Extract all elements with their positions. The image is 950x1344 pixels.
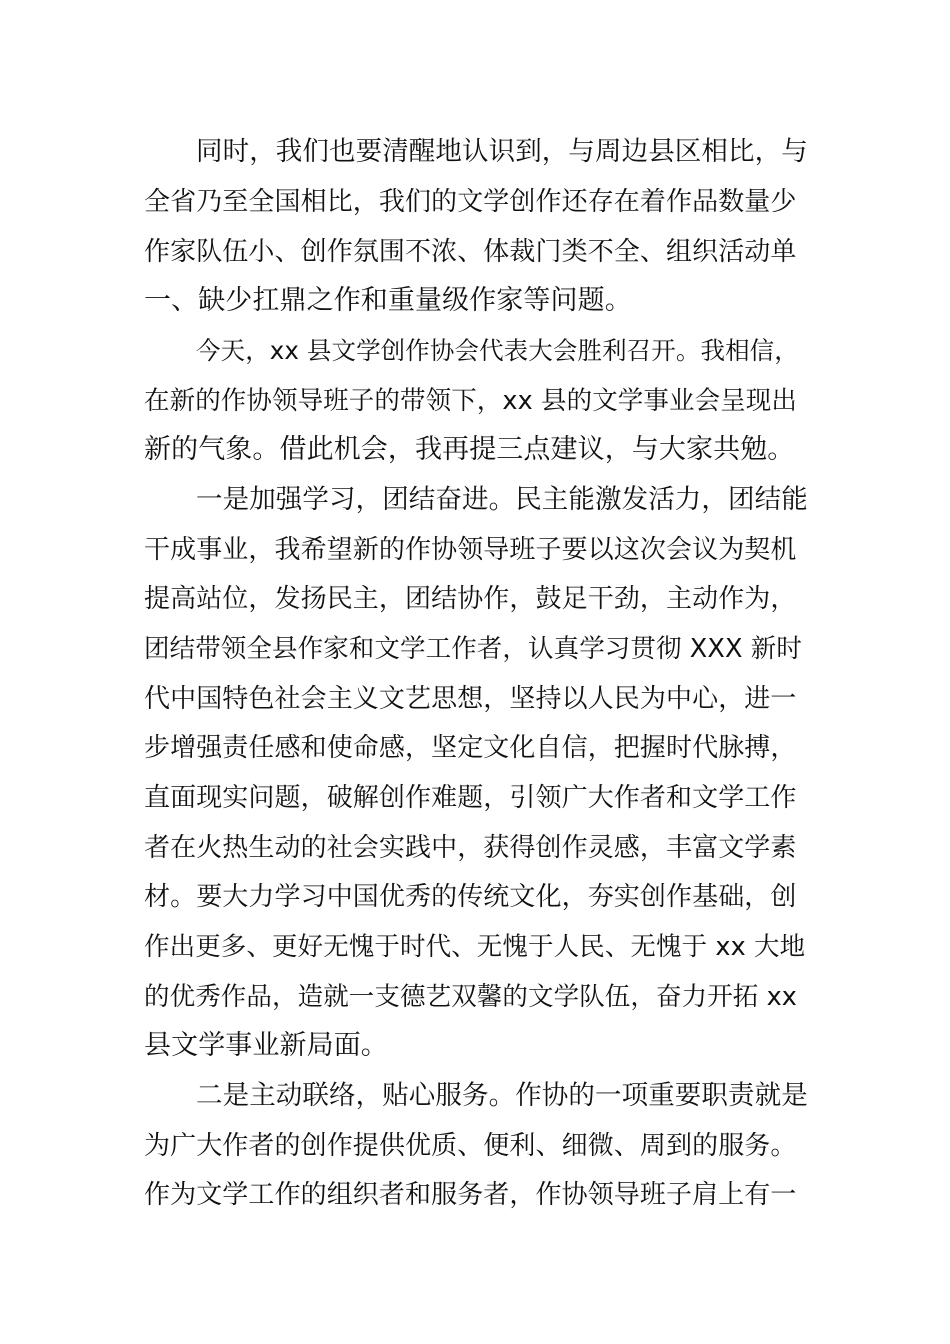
text-line: 直面现实问题，破解创作难题，引领广大作者和文学工作 (144, 783, 797, 813)
text-line: 县文学事业新局面。 (144, 1030, 388, 1061)
text-line: 干成事业，我希望新的作协领导班子要以这次会议为契机 (144, 535, 797, 565)
text-line: 者在火热生动的社会实践中，获得创作灵感，丰富文学素 (144, 833, 797, 863)
text-line: 团结带领全县作家和文学工作者，认真学习贯彻 XXX 新时 (144, 634, 802, 664)
text-line: 的优秀作品，造就一支德艺双馨的文学队伍，奋力开拓 xx (144, 982, 797, 1012)
text-line: 作出更多、更好无愧于时代、无愧于人民、无愧于 xx 大地 (144, 932, 806, 962)
text-line: 代中国特色社会主义文艺思想，坚持以人民为中心，进一 (144, 684, 797, 714)
text-line: 一是加强学习，团结奋进。民主能激发活力，团结能 (196, 484, 808, 515)
text-line: 全省乃至全国相比，我们的文学创作还存在着作品数量少 (144, 187, 797, 217)
text-line: 步增强责任感和使命感，坚定文化自信，把握时代脉搏， (144, 733, 797, 763)
text-line: 一、缺少扛鼎之作和重量级作家等问题。 (144, 285, 632, 316)
text-line: 二是主动联络，贴心服务。作协的一项重要职责就是 (196, 1080, 808, 1111)
text-line: 同时，我们也要清醒地认识到，与周边县区相比，与 (196, 136, 808, 167)
text-line: 新的气象。借此机会，我再提三点建议，与大家共勉。 (144, 434, 795, 465)
text-line: 提高站位，发扬民主，团结协作，鼓足干劲，主动作为， (144, 584, 797, 614)
text-line: 在新的作协领导班子的带领下，xx 县的文学事业会呈现出 (144, 386, 797, 416)
text-line: 作为文学工作的组织者和服务者，作协领导班子肩上有一 (144, 1180, 797, 1210)
text-line: 作家队伍小、创作氛围不浓、体裁门类不全、组织活动单 (144, 237, 797, 267)
text-line: 材。要大力学习中国优秀的传统文化，夯实创作基础，创 (144, 882, 797, 912)
text-line: 为广大作者的创作提供优质、便利、细微、周到的服务。 (144, 1131, 797, 1161)
text-line: 今天，xx 县文学创作协会代表大会胜利召开。我相信， (196, 336, 799, 365)
